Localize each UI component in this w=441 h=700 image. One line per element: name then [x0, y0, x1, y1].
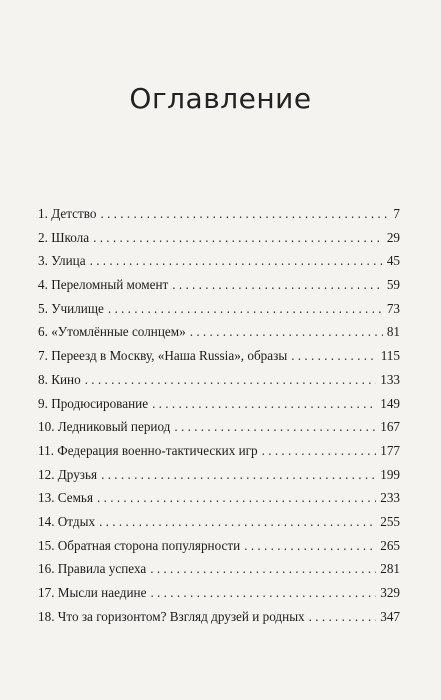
toc-entry-title: Семья — [57, 490, 94, 506]
toc-entry-title: Обратная сторона популярности — [57, 537, 241, 553]
toc-entry-number: 1. — [38, 206, 48, 221]
toc-entry-page-number: 115 — [380, 348, 400, 364]
toc-entry-page-number: 73 — [386, 300, 400, 316]
toc-entry-page-number: 59 — [386, 277, 400, 293]
toc-entry-page-number: 265 — [380, 537, 400, 553]
toc-entry-title: Училище — [51, 300, 104, 316]
toc-entry-title: Продюсирование — [51, 395, 149, 411]
toc-entry-number: 6. — [38, 324, 48, 340]
toc-entry-page-number: 347 — [380, 608, 400, 624]
toc-entry-page-number: 233 — [380, 490, 400, 506]
toc-entry-title: Детство — [51, 206, 97, 221]
toc-entry-title: Друзья — [57, 466, 98, 482]
toc-entry-number: 3. — [38, 253, 48, 269]
toc-entry — [38, 607, 400, 631]
toc-entry-number: 13. — [38, 490, 55, 506]
toc-entry-number: 10. — [38, 419, 55, 435]
toc-entry-number: 5. — [38, 300, 48, 316]
toc-entry-number: 11. — [38, 442, 54, 458]
toc-entry-title: Правила успеха — [57, 561, 147, 577]
toc-entry — [38, 465, 400, 489]
toc-entry — [38, 559, 400, 583]
toc-dot-leader — [99, 512, 376, 532]
toc-dot-leader — [85, 370, 377, 390]
toc-entry-page-number: 329 — [380, 585, 400, 600]
toc-dot-leader — [150, 583, 376, 603]
toc-entry — [38, 346, 400, 370]
toc-entry-title: Улица — [51, 253, 86, 269]
toc-entry-page-number: 29 — [386, 229, 400, 245]
toc-entry-page-number: 177 — [380, 442, 400, 458]
toc-entry — [38, 275, 400, 299]
toc-dot-leader — [101, 465, 376, 485]
toc-entry-page-number: 199 — [380, 466, 400, 482]
toc-dot-leader — [108, 299, 383, 319]
toc-dot-leader — [190, 322, 383, 342]
toc-entry-page-number: 7 — [393, 206, 400, 221]
page-title: Оглавление — [129, 82, 312, 115]
toc-dot-leader — [100, 204, 389, 224]
toc-dot-leader — [309, 607, 377, 627]
table-of-contents — [38, 204, 400, 630]
toc-entry-number: 7. — [38, 348, 48, 364]
toc-entry-title: Отдых — [57, 513, 96, 529]
toc-entry — [38, 583, 400, 607]
toc-entry — [38, 370, 400, 394]
toc-entry-number: 14. — [38, 513, 55, 529]
toc-dot-leader — [150, 559, 376, 579]
toc-entry-page-number: 281 — [380, 561, 400, 577]
toc-entry-title: Федерация военно-тактических игр — [57, 442, 258, 458]
toc-entry-page-number: 255 — [380, 513, 400, 529]
toc-dot-leader — [90, 251, 383, 271]
toc-entry — [38, 441, 400, 465]
toc-entry — [38, 512, 400, 536]
toc-entry-title: «Утомлённые солнцем» — [51, 324, 186, 340]
toc-entry-number: 4. — [38, 277, 48, 293]
toc-entry-title: Переезд в Москву, «Наша Russia», образы — [51, 348, 288, 364]
toc-entry-number: 8. — [38, 371, 48, 387]
toc-entry-page-number: 81 — [386, 324, 400, 340]
toc-entry-title: Переломный момент — [51, 277, 169, 293]
toc-entry-page-number: 149 — [380, 395, 400, 411]
toc-entry — [38, 488, 400, 512]
toc-entry-title: Ледниковый период — [57, 419, 171, 435]
toc-entry — [38, 322, 400, 346]
toc-entry-number: 16. — [38, 561, 55, 577]
toc-entry — [38, 204, 400, 228]
toc-entry — [38, 417, 400, 441]
toc-entry-number: 9. — [38, 395, 48, 411]
toc-dot-leader — [244, 536, 376, 556]
toc-entry — [38, 251, 400, 275]
toc-entry-number: 15. — [38, 537, 55, 553]
toc-entry-number: 18. — [38, 608, 55, 624]
toc-entry-page-number: 133 — [380, 371, 400, 387]
toc-dot-leader — [174, 417, 376, 437]
toc-entry — [38, 299, 400, 323]
toc-entry-title: Что за горизонтом? Взгляд друзей и родных — [57, 608, 305, 624]
toc-entry-title: Мысли наедине — [57, 585, 147, 600]
toc-dot-leader — [152, 394, 376, 414]
toc-dot-leader — [172, 275, 383, 295]
toc-entry — [38, 536, 400, 560]
toc-dot-leader — [93, 228, 383, 248]
toc-entry-page-number: 45 — [386, 253, 400, 269]
toc-entry — [38, 394, 400, 418]
toc-dot-leader — [262, 441, 377, 461]
toc-entry-title: Кино — [51, 371, 81, 387]
toc-dot-leader — [97, 488, 376, 508]
toc-entry — [38, 228, 400, 252]
toc-entry-number: 2. — [38, 229, 48, 245]
toc-dot-leader — [291, 346, 377, 366]
toc-entry-title: Школа — [51, 229, 90, 245]
toc-entry-page-number: 167 — [380, 419, 400, 435]
toc-entry-number: 17. — [38, 585, 55, 600]
toc-entry-number: 12. — [38, 466, 55, 482]
